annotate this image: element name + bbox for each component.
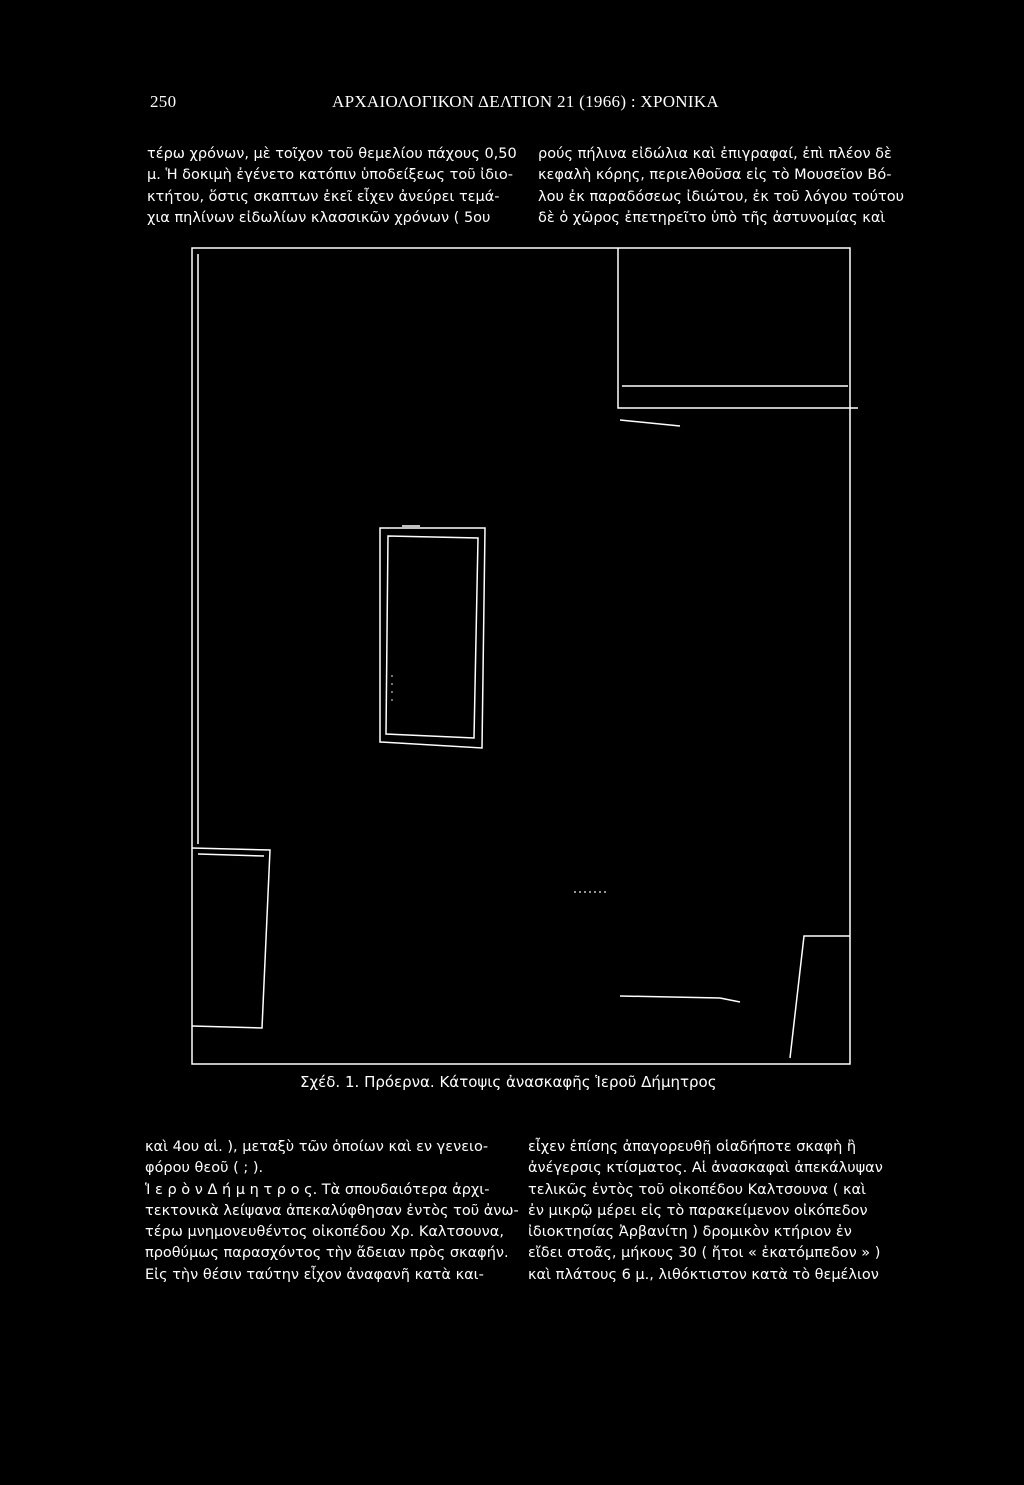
excavation-plan-figure — [180, 236, 880, 1072]
plan-central-chamber-outer — [380, 528, 485, 748]
text-line: τέρω χρόνων, μὲ τοῖχον τοῦ θεμελίου πάχους 0,50 — [147, 146, 517, 162]
plan-room-top-right — [618, 248, 858, 408]
plan-room-bottom-left — [192, 848, 270, 1028]
plan-wall-fragment — [620, 420, 680, 426]
text-line: ἰδιοκτησίας Ἀρβανίτη ) δρομικὸν κτήριον ἐν — [528, 1224, 852, 1241]
figure-caption-label: Σχέδ. 1. — [300, 1073, 360, 1091]
text-line: Ἱ ε ρ ὸ ν Δ ή μ η τ ρ ο ς. Τὰ σπουδαιότερα ἀρχι- — [145, 1181, 490, 1198]
text-line: καὶ 4ου αἱ. ), μεταξὺ τῶν ὁποίων καὶ εν γενειο- — [145, 1139, 489, 1155]
text-line: λου ἐκ παραδόσεως ἰδιώτου, ἐκ τοῦ λόγου τούτου — [538, 188, 905, 205]
text-column-top-right — [538, 144, 908, 229]
plan-room-bottom-right — [790, 936, 850, 1058]
figure-caption-text: Πρόερνα. Κάτοψις ἀνασκαφῆς Ἱεροῦ Δήμητρος — [364, 1073, 717, 1091]
text-line: καὶ πλάτους 6 μ., λιθόκτιστον κατὰ τὸ θεμέλιον — [528, 1266, 879, 1283]
text-line: δὲ ὁ χῶρος ἐπετηρεῖτο ὑπὸ τῆς ἀστυνομίας καὶ — [538, 209, 886, 226]
text-line: χια πηλίνων εἰδωλίων κλασσικῶν χρόνων ( 5ου — [147, 209, 491, 226]
text-line: κεφαλὴ κόρης, περιελθοῦσα εἰς τὸ Μουσεῖον Βό- — [538, 167, 892, 184]
text-line: ἀνέγερσις κτίσματος. Αἱ ἀνασκαφαὶ ἀπεκάλυψαν — [528, 1160, 883, 1177]
page-number: 250 — [150, 92, 177, 111]
text-line: τελικῶς ἐντὸς τοῦ οἰκοπέδου Καλτσουνα ( καὶ — [528, 1181, 866, 1198]
text-line: προθύμως παρασχόντος τὴν ἄδειαν πρὸς σκαφήν. — [145, 1245, 509, 1262]
text-column-bottom-left — [145, 1137, 517, 1286]
plan-room-bottom-left-inner — [198, 854, 264, 856]
plan-outer-boundary — [192, 248, 850, 1064]
plan-drawing — [180, 236, 880, 1072]
text-column-top-left — [147, 144, 517, 229]
text-line: τεκτονικὰ λείψανα ἀπεκαλύφθησαν ἐντὸς τοῦ ἀνω- — [145, 1202, 519, 1219]
journal-title: ΑΡΧΑΙΟΛΟΓΙΚΟΝ ΔΕΛΤΙΟΝ 21 (1966) : ΧΡΟΝΙΚΑ — [332, 92, 719, 111]
text-line: φόρου θεοῦ ( ; ). — [145, 1160, 264, 1177]
plan-central-chamber-inner — [386, 536, 478, 738]
plan-wall-fragment-bottom-2 — [720, 998, 740, 1002]
figure-caption — [300, 1073, 717, 1091]
text-line: ἐν μικρῷ μέρει εἰς τὸ παρακείμενον οἰκόπεδον — [528, 1202, 868, 1219]
text-line: τέρω μνημονευθέντος οἰκοπέδου Χρ. Καλτσουνα, — [145, 1224, 504, 1241]
text-column-bottom-right — [528, 1137, 904, 1286]
plan-wall-fragment-bottom — [620, 996, 720, 998]
text-line: κτήτου, ὅστις σκαπτων ἐκεῖ εἶχεν ἀνεύρει τεμά- — [147, 188, 500, 205]
running-head — [140, 92, 900, 114]
text-line: εἶχεν ἐπίσης ἀπαγορευθῇ οἱαδήποτε σκαφὴ ἢ — [528, 1139, 857, 1155]
text-line: μ. Ἡ δοκιμὴ ἐγένετο κατόπιν ὑποδείξεως τοῦ ἰδιο- — [147, 167, 514, 184]
text-line: εἴδει στοᾶς, μήκους 30 ( ἤτοι « ἑκατόμπεδον » ) — [528, 1245, 881, 1262]
text-line: Εἰς τὴν θέσιν ταύτην εἶχον ἀναφανῆ κατὰ και- — [145, 1266, 484, 1283]
text-line: ρούς πήλινα εἰδώλια καὶ ἐπιγραφαί, ἐπὶ πλέον δὲ — [538, 146, 892, 162]
